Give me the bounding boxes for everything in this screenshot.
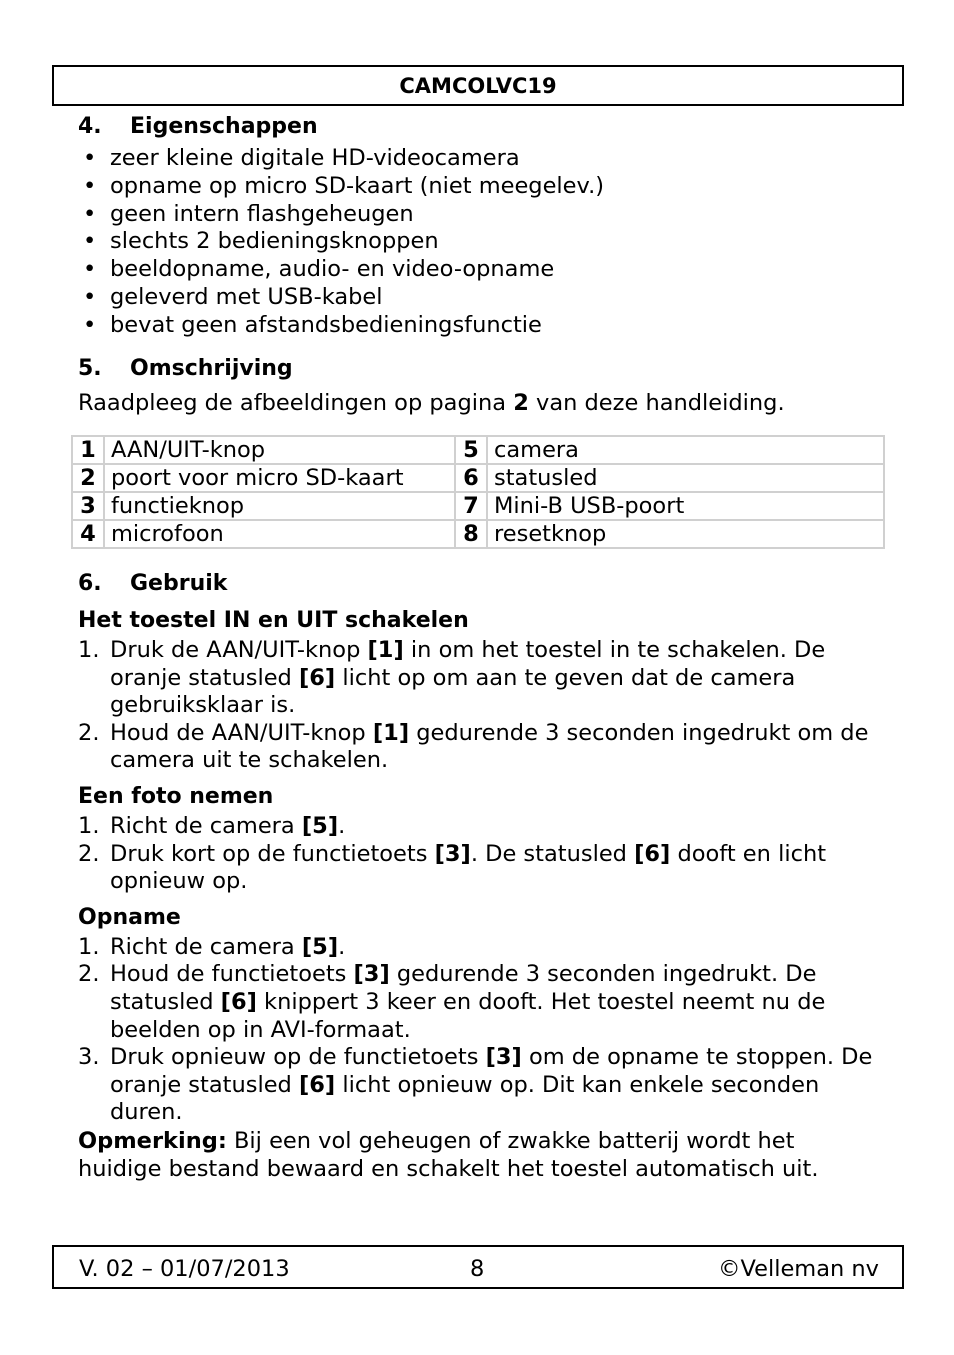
- step-text: Richt de camera: [110, 812, 302, 839]
- part-ref: [6]: [634, 840, 671, 867]
- part-ref: [6]: [220, 988, 257, 1015]
- record-steps: [78, 934, 878, 1127]
- step-text: om de opname te stoppen. De oranje statusled: [110, 1044, 873, 1098]
- intro-text: van deze handleiding.: [528, 389, 785, 416]
- part-name: statusled: [487, 464, 884, 492]
- part-number: 8: [455, 520, 487, 548]
- footer-version: V. 02 – 01/07/2013: [79, 1256, 290, 1282]
- step-text: .: [338, 933, 346, 960]
- table-row: [72, 464, 884, 492]
- step-text: gedurende 3 seconden ingedrukt. De statusled: [110, 961, 817, 1015]
- part-ref: [6]: [298, 1071, 336, 1098]
- photo-steps: [78, 813, 878, 896]
- intro-text: Raadpleeg de afbeeldingen op pagina: [78, 389, 514, 416]
- usage-section: [78, 571, 878, 1183]
- section-title: Eigenschappen: [130, 114, 318, 139]
- page-footer: [52, 1245, 904, 1289]
- table-row: [72, 520, 884, 548]
- step-text: Houd de AAN/UIT-knop: [110, 719, 373, 746]
- list-item: [78, 961, 878, 1044]
- note-label: Opmerking:: [78, 1127, 227, 1154]
- header-title: CAMCOLVC19: [399, 73, 557, 98]
- subheading-record: Opname: [78, 904, 181, 930]
- section-number: 6.: [78, 571, 102, 596]
- part-name: AAN/UIT-knop: [104, 436, 455, 464]
- part-ref: [1]: [372, 719, 410, 746]
- description-intro: [78, 389, 878, 417]
- part-name: camera: [487, 436, 884, 464]
- intro-page-ref: 2: [513, 389, 529, 416]
- section-heading-description: [78, 356, 878, 381]
- note-text: Bij een vol geheugen of zwakke batterij wordt het huidige bestand bewaard en schakelt het toestel automatisch uit.: [78, 1127, 819, 1182]
- step-number: 2.: [78, 719, 100, 746]
- step-text: licht op om aan te geven dat de camera gebruiksklaar is.: [110, 664, 796, 719]
- footer-copyright: ©Velleman nv: [717, 1256, 879, 1282]
- part-name: microfoon: [104, 520, 455, 548]
- part-ref: [1]: [367, 637, 404, 663]
- section-title: Omschrijving: [130, 355, 293, 381]
- step-text: Druk kort op de functietoets: [110, 840, 435, 867]
- subheading-onoff: Het toestel IN en UIT schakelen: [78, 608, 469, 633]
- footer-page-number: 8: [470, 1256, 485, 1282]
- step-text: in om het toestel in te schakelen. De oranje statusled: [110, 637, 826, 691]
- part-ref: [3]: [485, 1044, 522, 1071]
- onoff-steps: [78, 637, 878, 775]
- list-item: [78, 813, 878, 841]
- part-ref: [3]: [434, 840, 471, 867]
- part-ref: [5]: [301, 812, 339, 839]
- table-row: [72, 436, 884, 464]
- part-number: 3: [72, 492, 104, 520]
- step-text: dooft en licht opnieuw op.: [110, 840, 827, 895]
- step-text: Druk opnieuw op de functietoets: [110, 1044, 486, 1071]
- subheading-photo: Een foto nemen: [78, 783, 274, 809]
- section-number: 4.: [78, 114, 102, 139]
- step-number: 2.: [78, 840, 100, 867]
- step-text: knippert 3 keer en dooft. Het toestel neemt nu de beelden op in AVI-formaat.: [110, 988, 826, 1043]
- step-number: 1.: [78, 933, 100, 960]
- list-item: [78, 841, 878, 896]
- list-item: • geleverd met USB-kabel: [78, 284, 878, 312]
- part-number: 7: [455, 492, 487, 520]
- list-item: [78, 1044, 878, 1127]
- step-number: 2.: [78, 961, 100, 988]
- part-name: resetknop: [487, 520, 884, 548]
- step-text: gedurende 3 seconden ingedrukt om de camera uit te schakelen.: [110, 719, 869, 774]
- list-item: • opname op micro SD-kaart (niet meegelev.): [78, 173, 878, 201]
- step-text: Richt de camera: [110, 933, 302, 960]
- section-title: Gebruik: [130, 571, 228, 596]
- step-number: 1.: [78, 812, 100, 839]
- list-item: • geen intern flashgeheugen: [78, 201, 878, 229]
- part-ref: [6]: [298, 664, 336, 691]
- part-ref: [5]: [301, 933, 339, 960]
- part-number: 5: [455, 436, 487, 464]
- step-text: Druk de AAN/UIT-knop: [110, 637, 368, 663]
- part-number: 2: [72, 464, 104, 492]
- note-paragraph: [78, 1127, 878, 1183]
- part-number: 1: [72, 436, 104, 464]
- section-heading-usage: [78, 571, 878, 596]
- list-item: [78, 637, 878, 720]
- list-item: [78, 720, 878, 775]
- part-number: 4: [72, 520, 104, 548]
- part-name: poort voor micro SD-kaart: [104, 464, 455, 492]
- page-content: [78, 114, 878, 417]
- list-item: • bevat geen afstandsbedieningsfunctie: [78, 312, 878, 340]
- step-text: licht opnieuw op. Dit kan enkele seconden duren.: [110, 1071, 820, 1126]
- part-number: 6: [455, 464, 487, 492]
- step-text: .: [338, 812, 346, 839]
- section-heading-features: [78, 114, 878, 139]
- table-row: [72, 492, 884, 520]
- part-name: functieknop: [104, 492, 455, 520]
- parts-table: [71, 435, 885, 549]
- step-number: 1.: [78, 637, 100, 663]
- page-header: [52, 65, 904, 106]
- features-list: [78, 145, 878, 340]
- list-item: [78, 934, 878, 962]
- list-item: • beeldopname, audio- en video-opname: [78, 256, 878, 284]
- list-item: • slechts 2 bedieningsknoppen: [78, 228, 878, 256]
- part-name: Mini-B USB-poort: [487, 492, 884, 520]
- section-number: 5.: [78, 355, 102, 381]
- step-text: . De statusled: [470, 840, 635, 867]
- part-ref: [3]: [353, 961, 390, 988]
- list-item: • zeer kleine digitale HD-videocamera: [78, 145, 878, 173]
- step-number: 3.: [78, 1044, 100, 1071]
- step-text: Houd de functietoets: [110, 961, 354, 988]
